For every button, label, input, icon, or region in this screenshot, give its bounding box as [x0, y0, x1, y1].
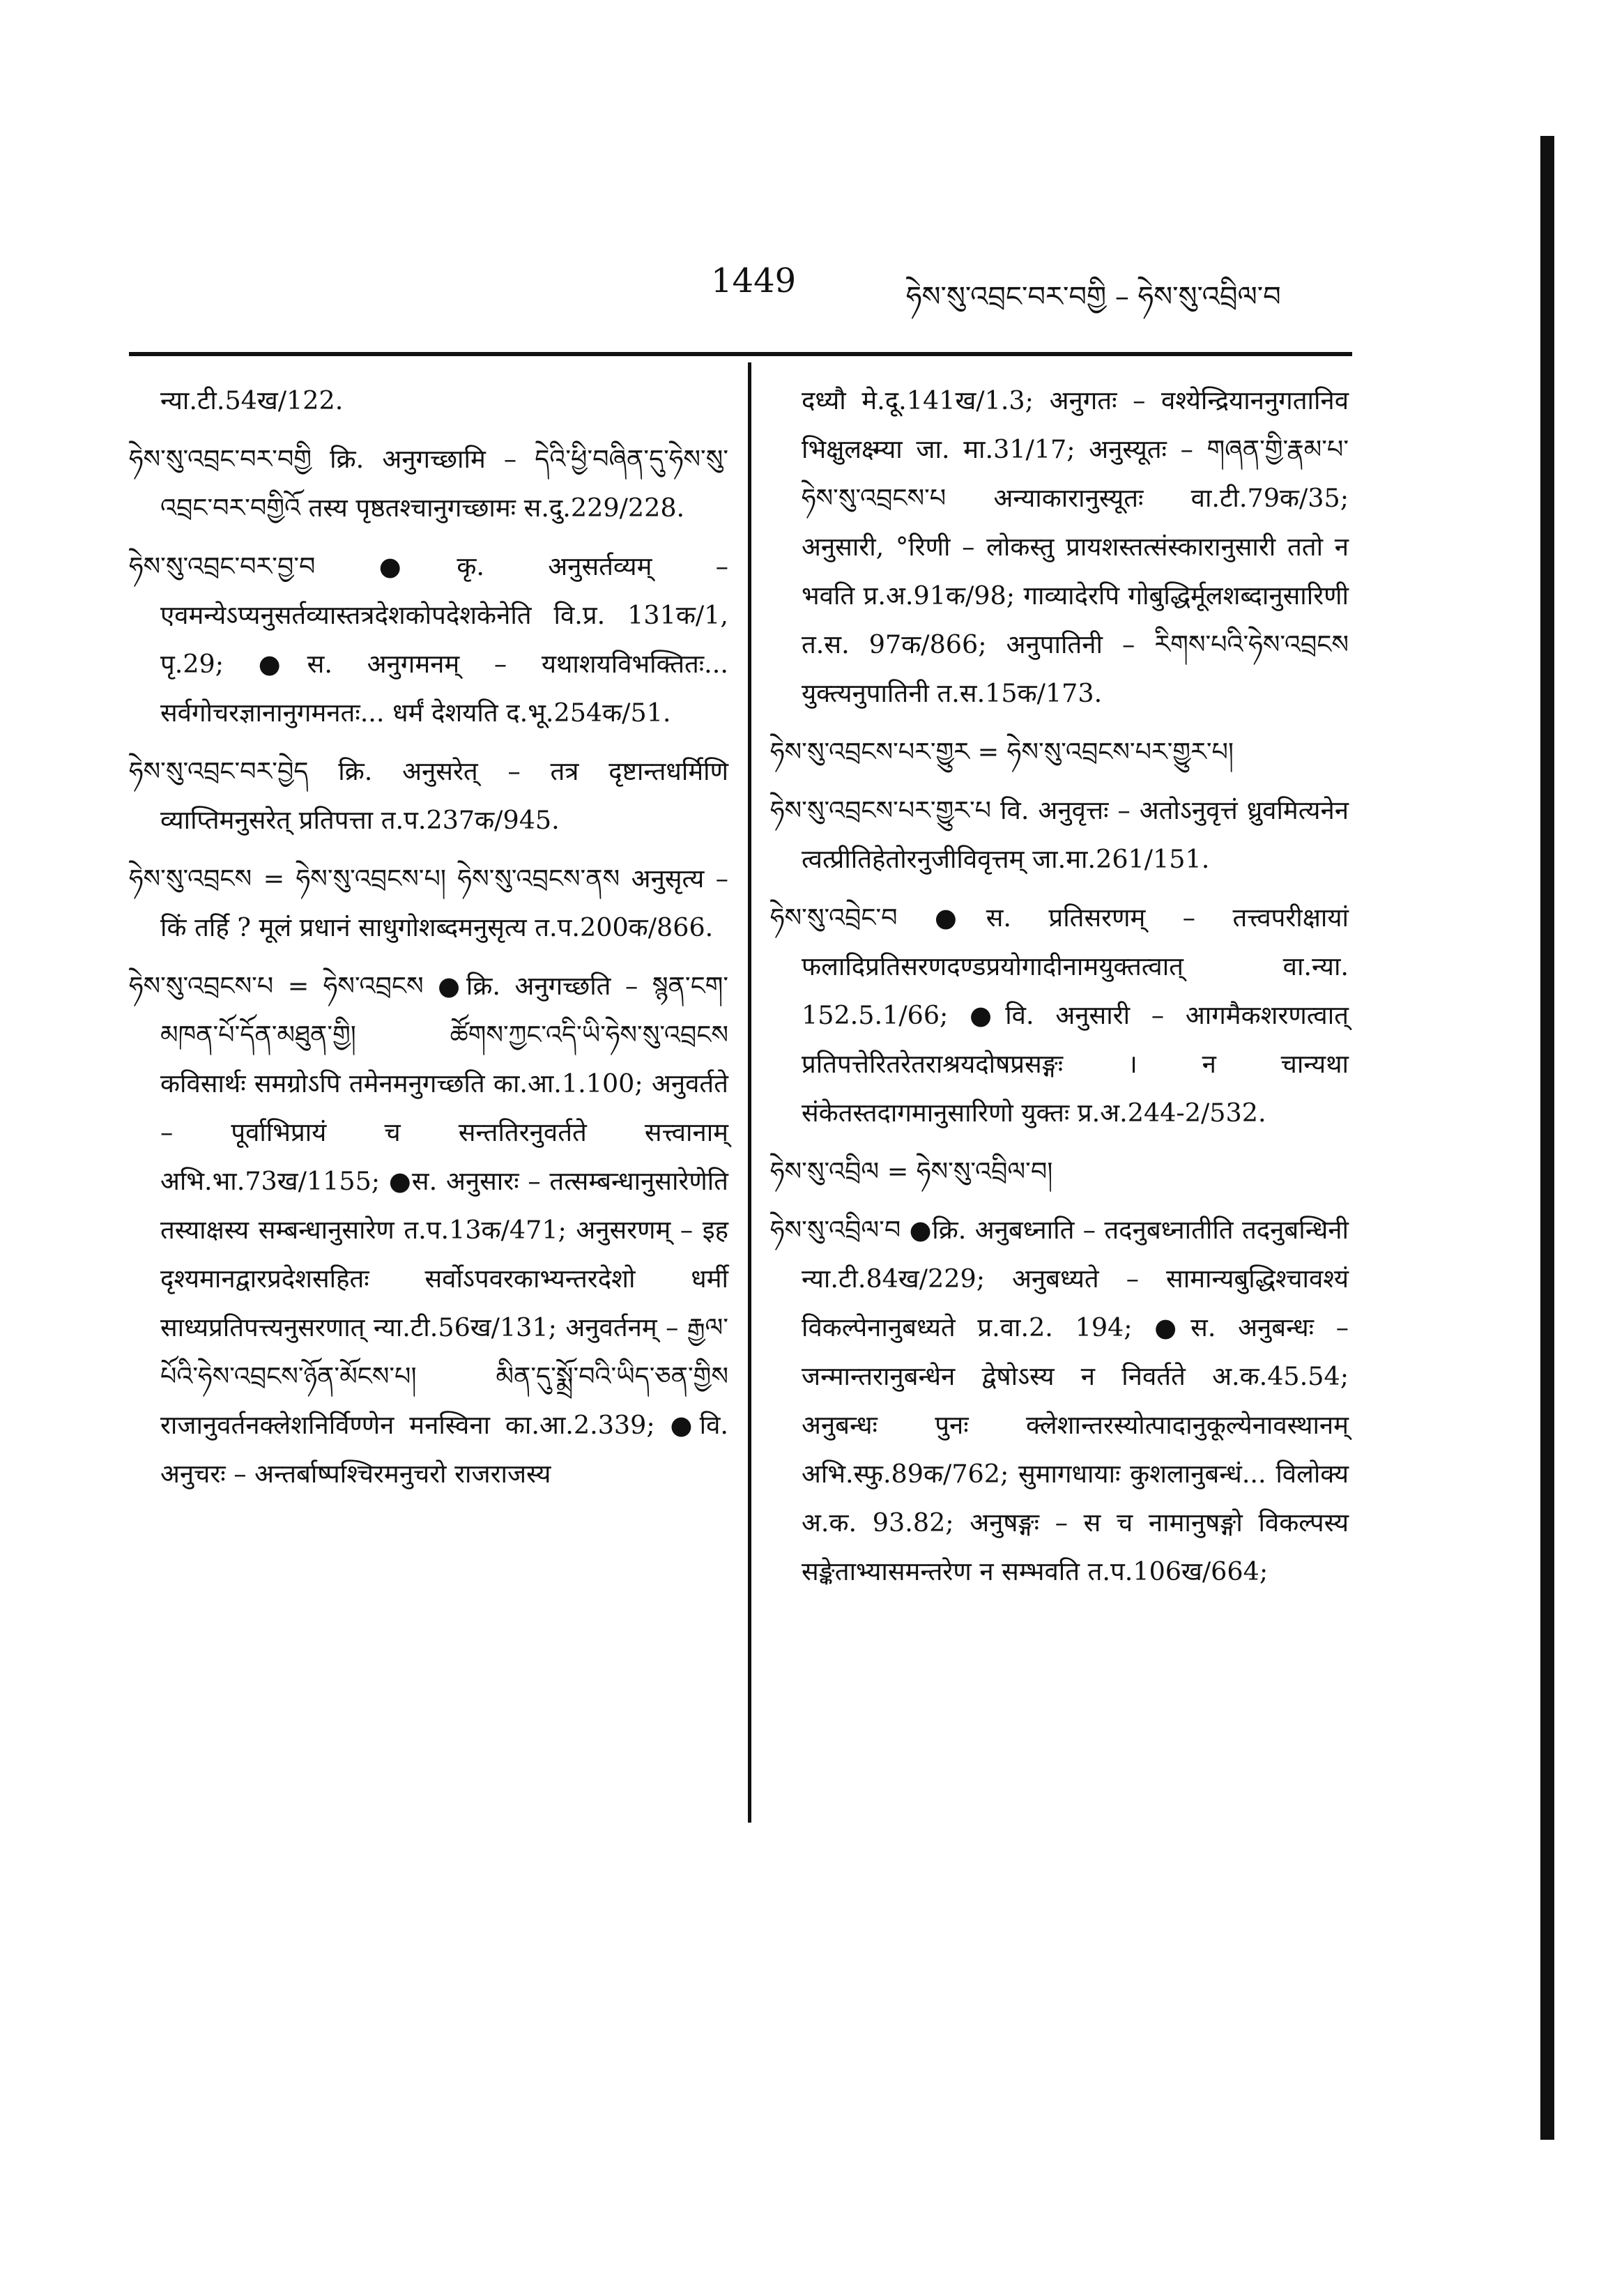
left-column — [129, 376, 728, 1508]
dictionary-entry: ཧེས་སུ་འབྲང་བར་བྱེད क्रि. अनुसरेत् – तत्र दृष्टान्तधर्मिणि व्याप्तिमनुसरेत् प्रतिपत्ता त.प.237क/945. — [129, 756, 728, 835]
entry-continuation: न्या.टी.54ख/122. — [160, 385, 344, 415]
dictionary-entry: ཧེས་སུ་འབྲིལ = ཧེས་སུ་འབྲིལ་བ། — [770, 1156, 1053, 1186]
entry-continuation: दध्यौ मे.दू.141ख/1.3; अनुगतः – वश्येन्द्रियाननुगतानिव भिक्षुलक्ष्म्या जा. मा.31/17; अनुस्यूतः – གཞན་གྱི་རྣམ་པ་ཧེས་སུ་འབྲངས་པ अन्याकारानुस्यूतः वा.टी.79क/35; अनुसारी, °रिणी – लोकस्तु प्रायशस्तत्संस्कारानुसारी ततो न भवति प्र.अ.91क/98; गाव्यादेरपि गोबुद्धिर्मूलशब्दानुसारिणी त.स. 97क/866; अनुपातिनी – རིགས་པའི་ཧེས་འབྲངས युक्त्यनुपातिनी त.स.15क/173. — [802, 385, 1349, 708]
page-number: 1449 — [711, 261, 797, 300]
dictionary-entry: ཧེས་སུ་འབྲེང་བ ●स. प्रतिसरणम् – तत्त्वपरीक्षायां फलादिप्रतिसरणदण्डप्रयोगादीनामयुक्तत्वात् वा.न्या. 152.5.1/66; ●वि. अनुसारी – आगमैकशरणत्वात् प्रतिपत्तेरितरेतराश्रयदोषप्रसङ्गः । न चान्यथा संकेतस्तदागमानुसारिणो युक्तः प्र.अ.244-2/532. — [770, 903, 1349, 1128]
dictionary-entry: ཧེས་སུ་འབྲིལ་བ ●क्रि. अनुबध्नाति – तदनुबध्नातीति तदनुबन्धिनी न्या.टी.84ख/229; अनुबध्यते – सामान्यबुद्धिश्चावश्यं विकल्पेनानुबध्यते प्र.वा.2. 194; ●स. अनुबन्धः – जन्मान्तरानुबन्धेन द्वेषोऽस्य न निवर्तते अ.क.45.54; अनुबन्धः पुनः क्लेशान्तरस्योत्पादानुकूल्येनावस्थानम् अभि.स्फु.89क/762; सुमागधायाः कुशलानुबन्धं... विलोक्य अ.क. 93.82; अनुषङ्गः – स च नामानुषङ्गो विकल्पस्य सङ्केताभ्यासमन्तरेण न सम्भवति त.प.106ख/664; — [770, 1215, 1349, 1586]
header-rule — [129, 352, 1352, 356]
dictionary-entry: ཧེས་སུ་འབྲངས་པ = ཧེས་འབྲངས ●क्रि. अनुगच्छति – སྙན་ངག་མཁན་པོ་དོན་མཐུན་གྱི། ཚོགས་ཀྱང་འདི་ཡི་ཧེས་སུ་འབྲངས कविसार्थः समग्रोऽपि तमेनमनुगच्छति का.आ.1.100; अनुवर्तते – पूर्वाभिप्रायं च सन्ततिरनुवर्तते सत्त्वानाम् अभि.भा.73ख/1155; ●स. अनुसारः – तत्सम्बन्धानुसारेणेति तस्याक्षस्य सम्बन्धानुसारेण त.प.13क/471; अनुसरणम् – इह दृश्यमानद्वारप्रदेशसहितः सर्वोऽपवरकाभ्यन्तरदेशो धर्मी साध्यप्रतिपत्त्यनुसरणात् न्या.टी.56ख/131; अनुवर्तनम् – རྒྱལ་པོའི་ཧེས་འབྲངས་ཉོན་མོངས་པ། མིན་དུ་སྨྲོ་བའི་ཡིད་ཅན་གྱིས राजानुवर्तनक्लेशनिर्विण्णेन मनस्विना का.आ.2.339; ●वि. अनुचरः – अन्तर्बाष्पश्चिरमनुचरो राजराजस्य — [129, 971, 728, 1489]
dictionary-entry: ཧེས་སུ་འབྲངས = ཧེས་སུ་འབྲངས་པ། ཧེས་སུ་འབྲངས་ནས अनुसृत्य – किं तर्हि ? मूलं प्रधानं साधुगोशब्दमनुसृत्य त.प.200क/866. — [129, 864, 728, 942]
dictionary-entry: ཧེས་སུ་འབྲང་བར་བྱ་བ ●कृ. अनुसर्तव्यम् – एवमन्येऽप्यनुसर्तव्यास्तत्रदेशकोपदेशकेनेति वि.प्र. 131क/1, पृ.29; ●स. अनुगमनम् – यथाशयविभक्तितः... सर्वगोचरज्ञानानुगमनतः... धर्मं देशयति द.भू.254क/51. — [129, 551, 728, 728]
running-head: ཧེས་སུ་འབྲང་བར་བགྱི – ཧེས་སུ་འབྲིལ་བ — [906, 281, 1281, 313]
right-column — [770, 376, 1349, 1606]
dictionary-entry: ཧེས་སུ་འབྲངས་པར་གྱུར་པ वि. अनुवृत्तः – अतोऽनुवृत्तं ध्रुवमित्यनेन त्वत्प्रीतिहेतोरनुजीविवृत्तम् जा.मा.261/151. — [770, 795, 1349, 874]
dictionary-entry: ཧེས་སུ་འབྲང་བར་བགྱི क्रि. अनुगच्छामि – དེའི་ཕྱི་བཞིན་དུ་ཧེས་སུ་འབྲང་བར་བགྱིའོ तस्य पृष्ठतश्चानुगच्छामः स.दु.229/228. — [129, 444, 728, 523]
column-divider — [748, 362, 751, 1823]
page-edge-bar — [1540, 136, 1554, 2140]
dictionary-entry: ཧེས་སུ་འབྲངས་པར་གྱུར = ཧེས་སུ་འབྲངས་པར་གྱུར་པ། — [770, 737, 1234, 767]
